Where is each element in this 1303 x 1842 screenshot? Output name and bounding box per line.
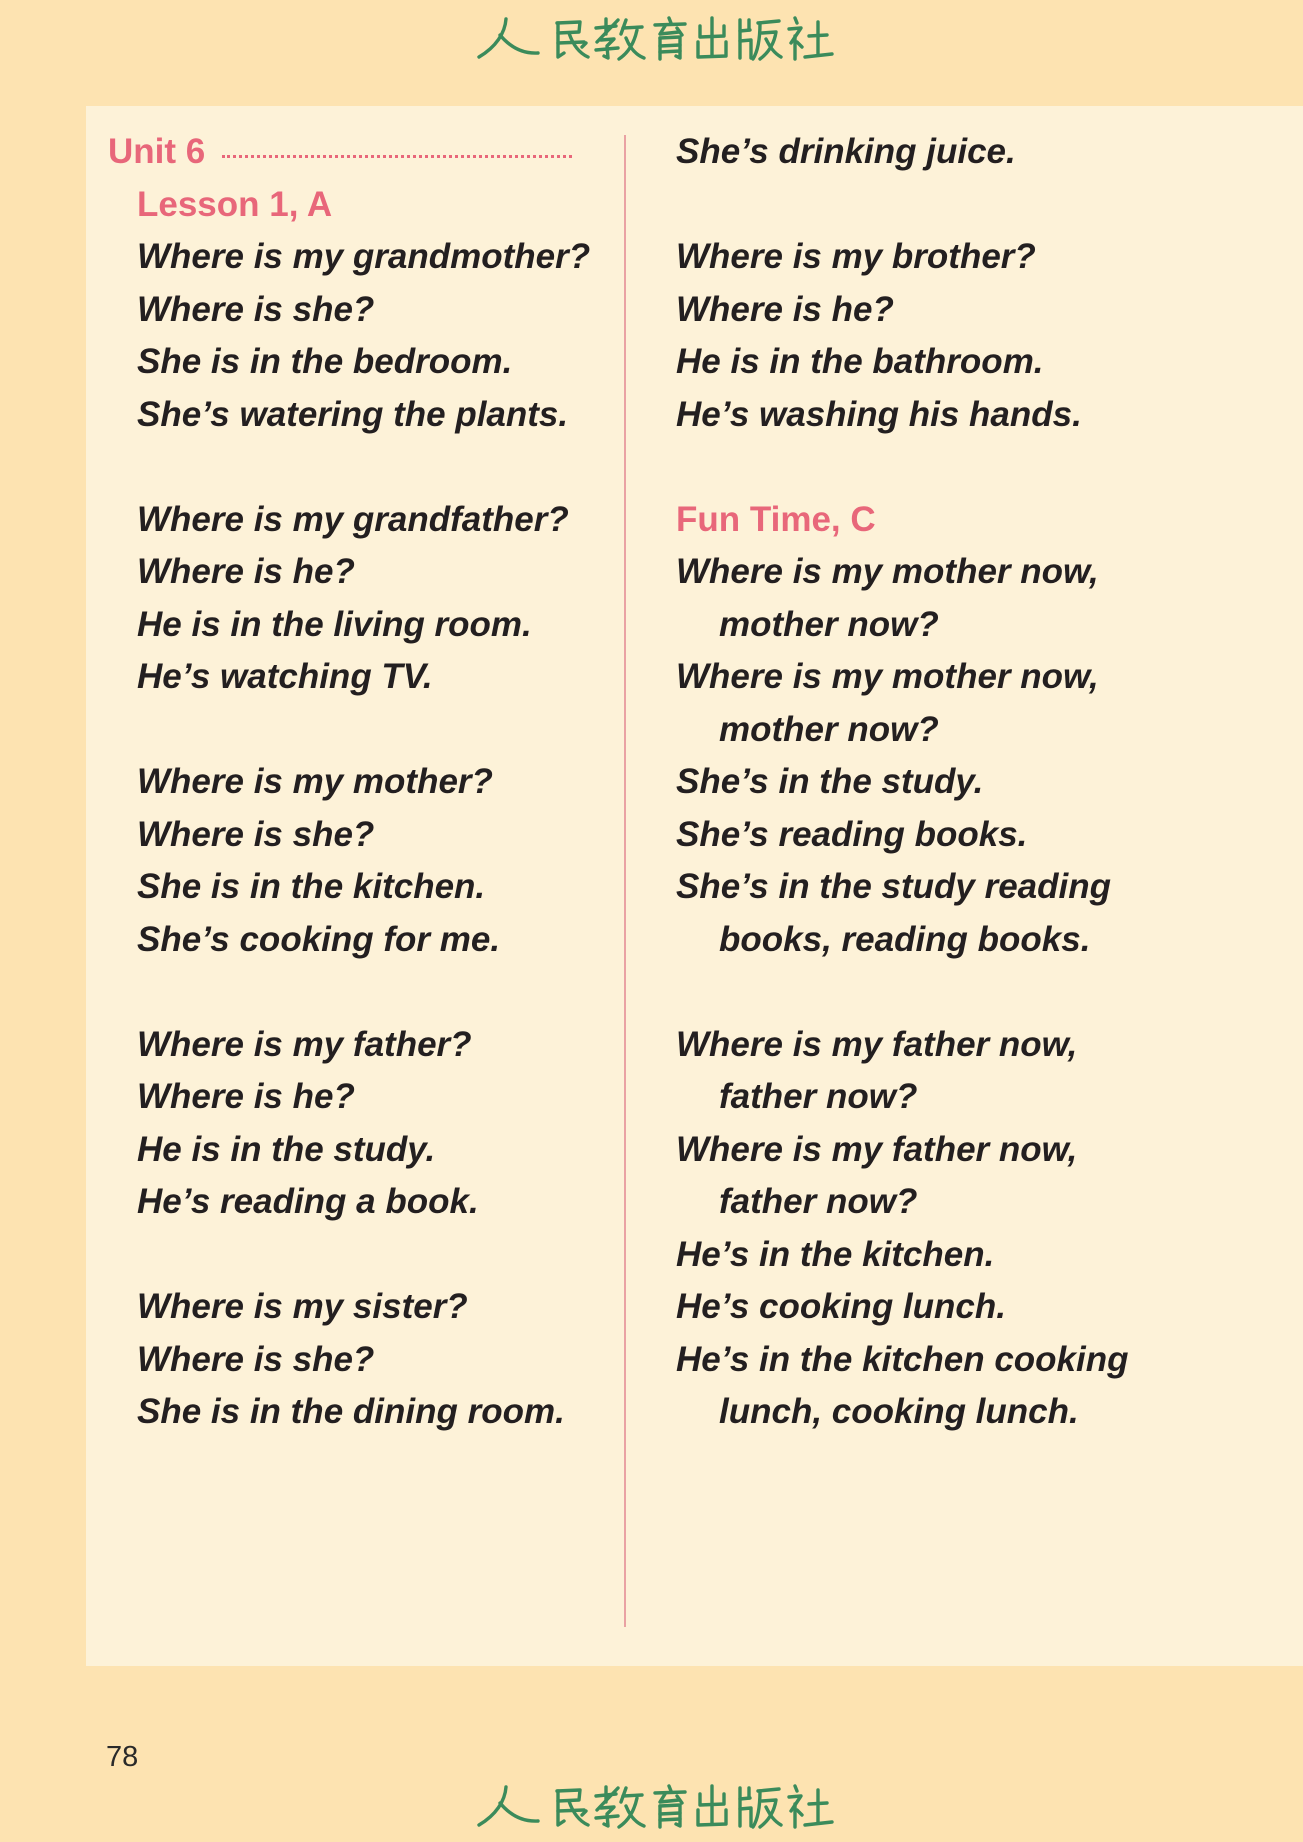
text-line: He is in the study. [137,1129,436,1169]
song-line: He’s in the kitchen cooking [676,1339,1129,1379]
song-line-continuation: mother now? [719,709,939,749]
stanza [137,1281,590,1439]
text-line: She is in the bedroom. [137,342,513,381]
song-verse [676,1019,1129,1439]
text-line: Where is my grandmother? [137,237,591,276]
text-line: She is in the dining room. [137,1392,565,1431]
text-line: Where is he? [676,289,894,329]
song-line-continuation: father now? [719,1077,918,1116]
publisher-logo-top [470,14,840,62]
text-line: Where is my brother? [676,237,1036,276]
text-line: He’s watching TV. [137,657,433,696]
song-line-continuation: mother now? [719,604,939,644]
text-line: She’s watering the plants. [137,394,569,434]
song-line-continuation: father now? [719,1182,918,1221]
left-column [108,126,591,1439]
song-line: Where is my mother now, [676,657,1099,696]
text-line: Where is my sister? [137,1287,468,1326]
unit-heading [108,126,590,179]
text-line: Where is he? [137,552,355,591]
text-line: He is in the bathroom. [676,342,1044,381]
stanza [137,756,590,966]
text-line: Where is she? [137,1339,375,1379]
page-number: 78 [106,1741,139,1773]
song-line: Where is my father now, [676,1024,1078,1064]
stanza [137,231,590,441]
lesson-heading: Lesson 1, A [137,184,333,224]
text-line: She is in the kitchen. [137,867,486,906]
column-divider [624,135,626,1627]
song-line: Where is my mother now, [676,552,1099,591]
stanza [137,1019,590,1229]
text-line: He’s washing his hands. [676,394,1082,434]
song-line: She’s in the study reading [676,867,1112,906]
song-line: She’s in the study. [676,762,984,801]
right-column [676,126,1129,1439]
text-line: Where is she? [137,814,375,854]
text-line: Where is my grandfather? [137,499,569,539]
text-line: Where is she? [137,289,375,329]
song-line-continuation: lunch, cooking lunch. [719,1392,1079,1431]
song-line: He’s cooking lunch. [676,1287,1006,1326]
unit-title: Unit 6 [108,132,206,171]
publisher-logo-bottom [470,1782,840,1830]
text-line: Where is my father? [137,1024,472,1064]
song-verse [676,546,1129,966]
text-line: He is in the living room. [137,604,532,644]
unit-dotted-rule [222,155,572,158]
text-line: He’s reading a book. [137,1182,479,1221]
text-line: She’s cooking for me. [137,919,501,959]
fun-time-heading: Fun Time, C [676,499,876,539]
text-line: Where is my mother? [137,762,493,801]
song-line: Where is my father now, [676,1129,1078,1169]
stanza [137,494,590,704]
song-line-continuation: books, reading books. [719,919,1091,959]
stanza [676,231,1129,441]
song-line: She’s reading books. [676,814,1028,854]
text-line: She’s drinking juice. [676,132,1016,171]
stanza-continued [676,126,1129,179]
song-line: He’s in the kitchen. [676,1234,995,1274]
text-line: Where is he? [137,1077,355,1116]
